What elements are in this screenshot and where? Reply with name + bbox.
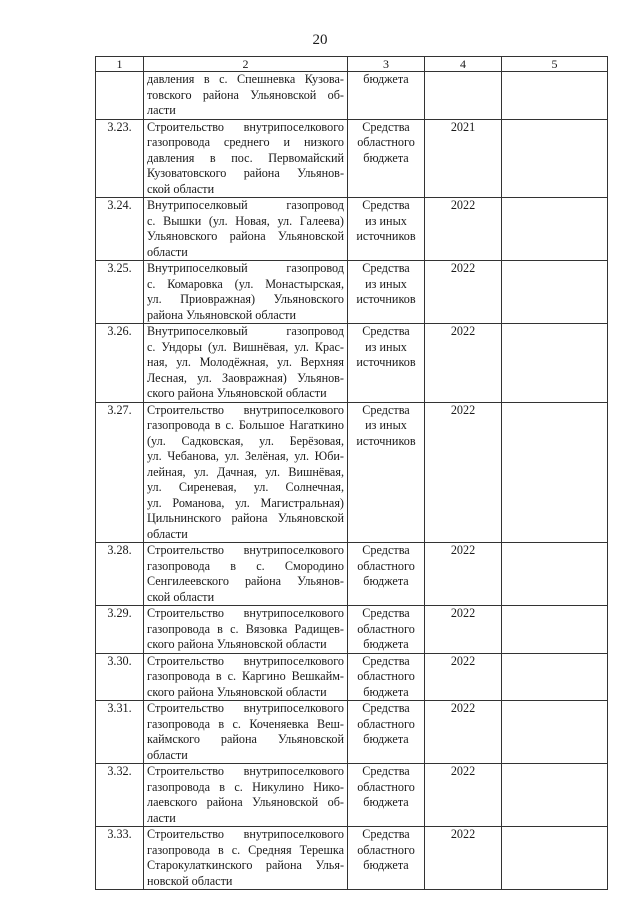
page-number: 20: [312, 32, 328, 48]
funding-source-line: бюджета: [363, 858, 409, 872]
object-name-line: Строительство внутрипоселкового: [147, 827, 344, 841]
funding-source-line: Средства: [362, 827, 410, 841]
row-number: 3.31.: [96, 701, 144, 764]
year: 2022: [425, 543, 502, 606]
object-name-line: с. Вышки (ул. Новая, ул. Галеева): [147, 213, 344, 228]
table-row: [96, 653, 608, 701]
header-col-2: 2: [144, 57, 348, 72]
year: 2022: [425, 764, 502, 827]
funding-source: [348, 402, 425, 543]
object-name-line: газопровода в с. Вязовка Радищев-: [147, 621, 344, 636]
header-col-5: 5: [502, 57, 608, 72]
row-number: [96, 72, 144, 120]
funding-source: [348, 827, 425, 890]
object-name-line: Старокулаткинского района Улья-: [147, 858, 344, 872]
table-row: [96, 261, 608, 324]
table-header-row: [96, 57, 608, 72]
object-name: [144, 324, 348, 403]
year: 2021: [425, 119, 502, 198]
object-name-line: Строительство внутрипоселкового: [147, 543, 344, 557]
object-name: [144, 402, 348, 543]
object-name-line: (ул. Садковская, ул. Берёзовая,: [147, 433, 344, 448]
funding-source-line: Средства: [362, 606, 410, 620]
funding-source-line: бюджета: [363, 732, 409, 746]
header-col-1: 1: [96, 57, 144, 72]
object-name-line: Строительство внутрипоселкового: [147, 402, 344, 417]
funding-source: [348, 543, 425, 606]
funding-source-line: Средства: [362, 198, 410, 212]
object-name: [144, 543, 348, 606]
row-number: 3.26.: [96, 324, 144, 403]
funding-source: [348, 324, 425, 403]
funding-source: [348, 72, 425, 120]
object-name-line: области: [147, 244, 188, 259]
year: 2022: [425, 198, 502, 261]
funding-source-line: бюджета: [363, 574, 409, 588]
funding-source-line: Средства: [362, 402, 410, 417]
object-name: [144, 198, 348, 261]
object-name-line: Строительство внутрипоселкового: [147, 119, 344, 134]
table-row: [96, 543, 608, 606]
year: 2022: [425, 701, 502, 764]
object-name-line: ул. Романова, ул. Магистральная): [147, 495, 344, 510]
funding-source-line: Средства: [362, 119, 410, 134]
funding-source-line: бюджета: [363, 684, 409, 699]
funding-source-line: Средства: [362, 701, 410, 715]
row-number: 3.23.: [96, 119, 144, 198]
table-row: [96, 72, 608, 120]
object-name-line: области: [147, 747, 188, 762]
object-name-line: Ульяновского района Ульяновской: [147, 229, 344, 243]
object-name-line: Внутрипоселковый газопровод: [147, 198, 344, 212]
table-row: [96, 402, 608, 543]
column-5: [502, 198, 608, 261]
object-name-line: Лесная, ул. Заовражная) Ульянов-: [147, 370, 344, 385]
column-5: [502, 543, 608, 606]
funding-source-line: из иных: [365, 418, 407, 432]
column-5: [502, 827, 608, 890]
funding-source: [348, 261, 425, 324]
object-name: [144, 653, 348, 701]
funding-source-line: бюджета: [363, 72, 409, 86]
column-5: [502, 653, 608, 701]
funding-source-line: областного: [357, 135, 415, 149]
object-name-line: ул. Чебанова, ул. Зелёная, ул. Юби-: [147, 449, 344, 463]
column-5: [502, 261, 608, 324]
object-name-line: ского района Ульяновской области: [147, 684, 327, 699]
column-5: [502, 764, 608, 827]
funding-source-line: бюджета: [363, 795, 409, 809]
table-row: [96, 324, 608, 403]
object-name-line: Цильнинского района Ульяновской: [147, 511, 344, 525]
object-name-line: газопровода в с. Средняя Терешка: [147, 842, 344, 857]
object-name-line: газопровода в с. Никулино Нико-: [147, 779, 344, 794]
row-number: 3.33.: [96, 827, 144, 890]
row-number: 3.24.: [96, 198, 144, 261]
object-name-line: ской области: [147, 181, 215, 196]
funding-source-line: областного: [357, 842, 415, 857]
funding-source-line: из иных: [365, 213, 407, 228]
funding-source-line: областного: [357, 779, 415, 794]
object-name-line: лейная, ул. Дачная, ул. Вишнёвая,: [147, 464, 344, 479]
funding-source-line: бюджета: [363, 637, 409, 651]
object-name-line: новской области: [147, 873, 233, 888]
object-name-line: давления в с. Спешневка Кузова-: [147, 72, 344, 86]
object-name-line: с. Комаровка (ул. Монастырская,: [147, 276, 344, 291]
funding-source-line: областного: [357, 621, 415, 636]
funding-source-line: Средства: [362, 543, 410, 557]
year: 2022: [425, 827, 502, 890]
object-name: [144, 764, 348, 827]
column-5: [502, 72, 608, 120]
year: 2022: [425, 653, 502, 701]
object-name-line: ского района Ульяновской области: [147, 386, 327, 400]
object-name-line: каймского района Ульяновской: [147, 732, 344, 746]
row-number: 3.28.: [96, 543, 144, 606]
object-name-line: газопровода в с. Смородино: [147, 558, 344, 573]
object-name-line: Строительство внутрипоселкового: [147, 701, 344, 715]
funding-source: [348, 653, 425, 701]
table-row: [96, 701, 608, 764]
year: 2022: [425, 606, 502, 654]
table-row: [96, 606, 608, 654]
object-name-line: давления в пос. Первомайский: [147, 150, 344, 165]
column-5: [502, 606, 608, 654]
table-row: [96, 827, 608, 890]
year: 2022: [425, 261, 502, 324]
row-number: 3.27.: [96, 402, 144, 543]
column-5: [502, 701, 608, 764]
object-name: [144, 119, 348, 198]
object-name-line: ласти: [147, 103, 176, 117]
object-name-line: газопровода в с. Большое Нагаткино: [147, 418, 344, 432]
object-name-line: Кузоватовского района Ульянов-: [147, 166, 344, 180]
object-name-line: Строительство внутрипоселкового: [147, 653, 344, 668]
object-name-line: ской области: [147, 589, 215, 604]
object-name-line: Строительство внутрипоселкового: [147, 606, 344, 620]
object-name-line: товского района Ульяновской об-: [147, 87, 344, 102]
object-name-line: Сенгилеевского района Ульянов-: [147, 574, 344, 588]
funding-source: [348, 606, 425, 654]
object-name-line: газопровода в с. Коченяевка Веш-: [147, 716, 344, 731]
header-col-4: 4: [425, 57, 502, 72]
funding-source: [348, 701, 425, 764]
funding-source-line: источников: [356, 433, 416, 448]
object-name: [144, 606, 348, 654]
year: 2022: [425, 402, 502, 543]
funding-source: [348, 198, 425, 261]
funding-source-line: Средства: [362, 764, 410, 778]
object-name-line: лаевского района Ульяновской об-: [147, 795, 344, 809]
object-name-line: ласти: [147, 810, 176, 825]
funding-source-line: Средства: [362, 324, 410, 338]
object-name-line: ная, ул. Молодёжная, ул. Верхняя: [147, 355, 344, 369]
funding-source-line: источников: [356, 292, 416, 306]
object-name-line: газопровода среднего и низкого: [147, 135, 344, 149]
object-name: [144, 261, 348, 324]
object-name-line: Строительство внутрипоселкового: [147, 764, 344, 778]
funding-source-line: источников: [356, 355, 416, 369]
object-name-line: Внутрипоселковый газопровод: [147, 261, 344, 275]
table-row: [96, 198, 608, 261]
funding-source: [348, 119, 425, 198]
funding-source-line: из иных: [365, 276, 407, 291]
object-name-line: с. Ундоры (ул. Вишнёвая, ул. Крас-: [147, 339, 344, 354]
row-number: 3.25.: [96, 261, 144, 324]
object-name-line: ул. Приовражная) Ульяновского: [147, 292, 344, 306]
object-name: [144, 701, 348, 764]
funding-source: [348, 764, 425, 827]
row-number: 3.30.: [96, 653, 144, 701]
funding-source-line: Средства: [362, 653, 410, 668]
funding-source-line: областного: [357, 716, 415, 731]
column-5: [502, 402, 608, 543]
row-number: 3.29.: [96, 606, 144, 654]
object-name-line: газопровода в с. Каргино Вешкайм-: [147, 669, 344, 683]
table-row: [96, 119, 608, 198]
object-name-line: Внутрипоселковый газопровод: [147, 324, 344, 338]
funding-source-line: бюджета: [363, 150, 409, 165]
funding-source-line: Средства: [362, 261, 410, 275]
object-name-line: ул. Сиреневая, ул. Солнечная,: [147, 480, 344, 494]
column-5: [502, 119, 608, 198]
table-row: [96, 764, 608, 827]
year: [425, 72, 502, 120]
object-name-line: ского района Ульяновской области: [147, 637, 327, 651]
funding-source-line: источников: [356, 229, 416, 243]
object-name: [144, 827, 348, 890]
column-5: [502, 324, 608, 403]
header-col-3: 3: [348, 57, 425, 72]
row-number: 3.32.: [96, 764, 144, 827]
object-name: [144, 72, 348, 120]
object-name-line: области: [147, 526, 188, 541]
year: 2022: [425, 324, 502, 403]
funding-source-line: из иных: [365, 339, 407, 354]
funding-source-line: областного: [357, 558, 415, 573]
funding-source-line: областного: [357, 669, 415, 683]
program-table: [95, 56, 608, 890]
object-name-line: района Ульяновской области: [147, 307, 297, 322]
